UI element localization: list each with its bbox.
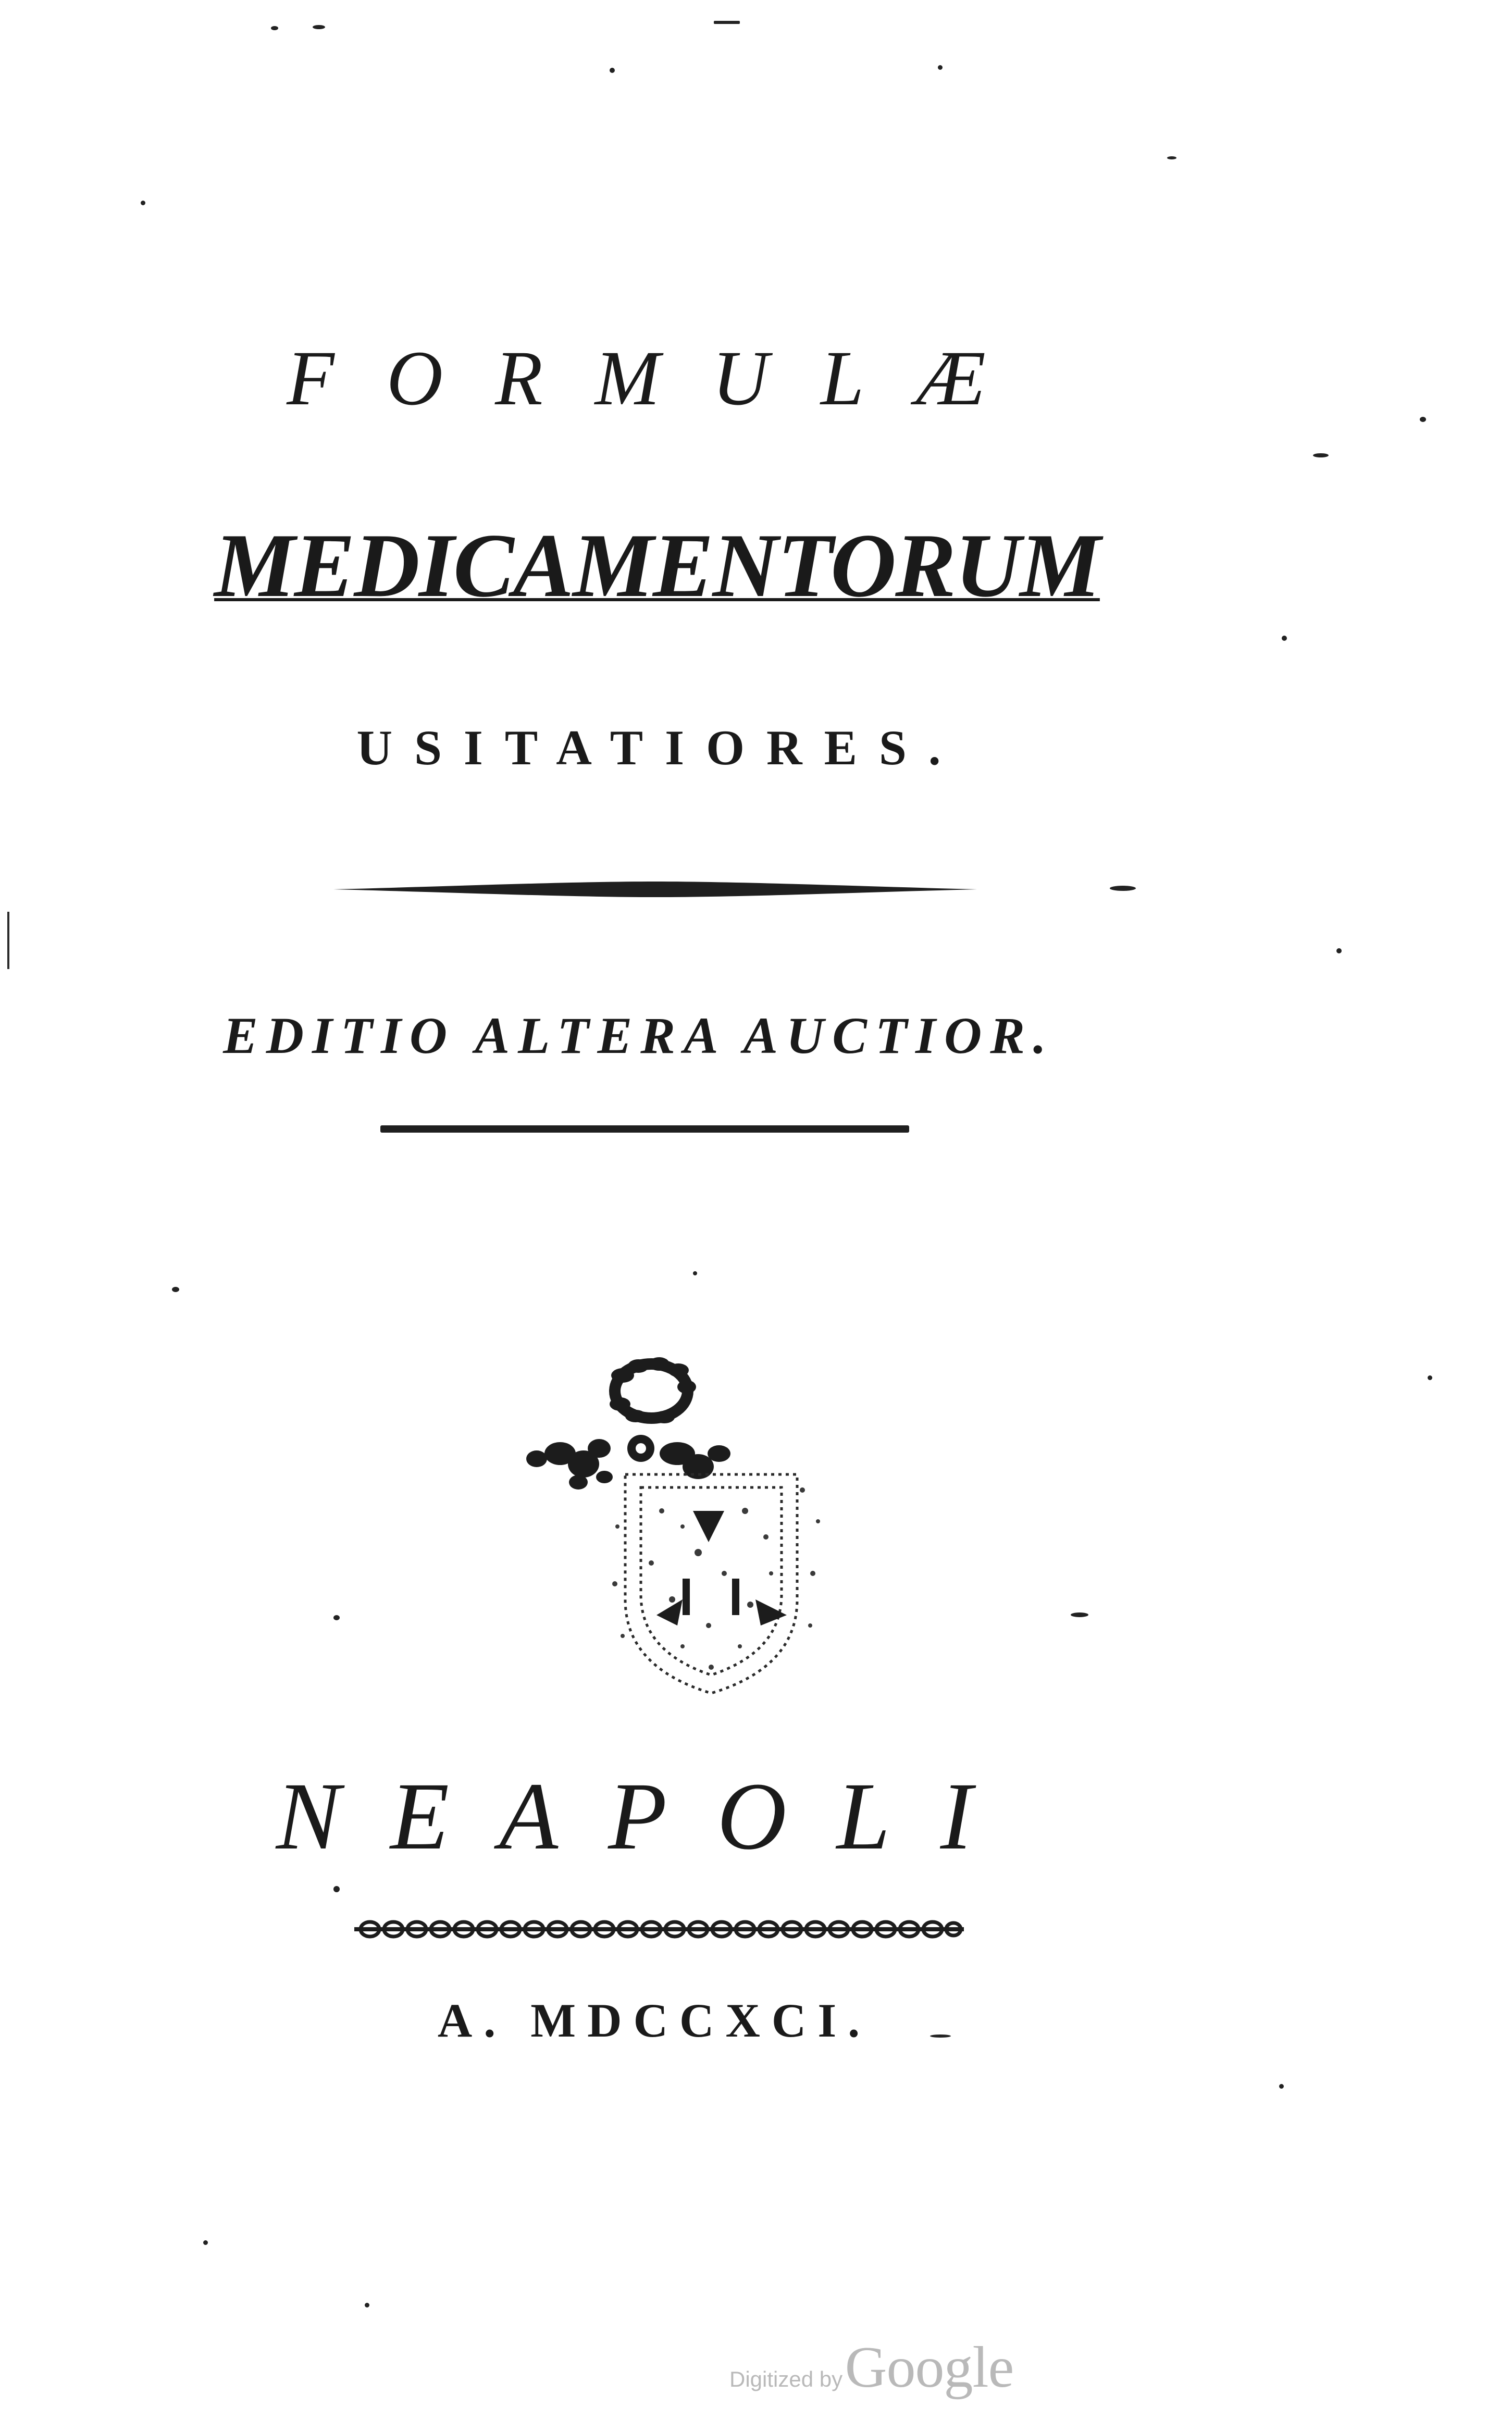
print-speck bbox=[1428, 1375, 1432, 1380]
imprint-year: A. MDCCXCI. bbox=[437, 1994, 872, 2047]
print-speck bbox=[333, 1886, 340, 1892]
ornamental-rule bbox=[354, 1917, 964, 1941]
watermark-prefix: Digitized by bbox=[729, 2367, 843, 2391]
print-speck bbox=[938, 65, 943, 70]
print-speck bbox=[693, 1271, 697, 1275]
print-speck bbox=[930, 2034, 951, 2038]
title-line-usitatiores: USITATIORES. bbox=[356, 720, 963, 775]
title-line-formulae: FORMULÆ bbox=[287, 335, 1038, 421]
print-speck bbox=[365, 2303, 369, 2307]
digitized-by-google-watermark bbox=[729, 2334, 1013, 2401]
print-speck bbox=[1110, 886, 1136, 891]
print-speck bbox=[172, 1287, 179, 1292]
thin-rule bbox=[380, 1125, 909, 1133]
print-speck bbox=[203, 2240, 208, 2245]
print-speck bbox=[1279, 2084, 1284, 2089]
print-speck bbox=[1420, 417, 1426, 422]
print-speck bbox=[1282, 636, 1287, 641]
thick-tapered-rule bbox=[333, 880, 977, 898]
print-speck bbox=[1071, 1612, 1088, 1617]
print-speck bbox=[1313, 453, 1329, 457]
print-speck bbox=[333, 1615, 340, 1620]
print-speck bbox=[141, 201, 145, 205]
print-speck bbox=[714, 21, 740, 24]
print-speck bbox=[1167, 156, 1176, 159]
printer-device-emblem bbox=[526, 1355, 881, 1719]
print-speck bbox=[313, 25, 325, 29]
print-speck bbox=[1336, 948, 1342, 953]
edition-statement: EDITIO ALTERA AUCTIOR. bbox=[223, 1007, 1055, 1064]
page-edge-mark bbox=[7, 912, 9, 969]
watermark-brand: Google bbox=[845, 2335, 1014, 2400]
imprint-city: NEAPOLI bbox=[276, 1763, 1023, 1870]
title-line-medicamentorum: MEDICAMENTORUM bbox=[214, 515, 1100, 616]
print-speck bbox=[271, 26, 278, 30]
print-speck bbox=[610, 68, 615, 73]
